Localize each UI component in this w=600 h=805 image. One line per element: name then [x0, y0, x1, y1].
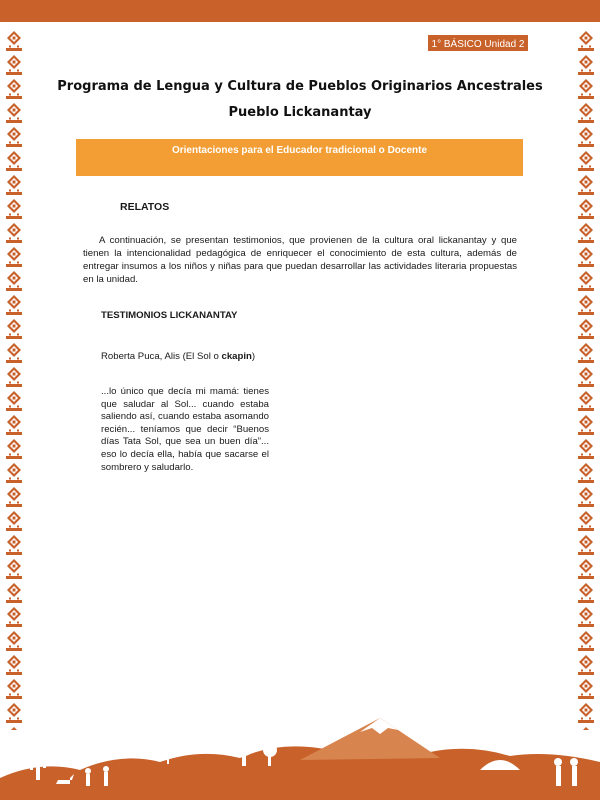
- guidance-banner: [76, 139, 523, 176]
- author-term: ckapin: [221, 351, 252, 362]
- left-pattern-border-icon: [6, 30, 22, 730]
- author-prefix: Roberta Puca, Alis (El Sol o: [101, 351, 222, 362]
- section-heading: RELATOS: [120, 201, 170, 213]
- testimony-author: [101, 351, 255, 362]
- intro-paragraph: A continuación, se presentan testimonios, que provienen de la cultura oral lickanantay y que tienen la intencionalidad pedagógica de enriquecer el conocimiento de esta cultura, además de entregar insumos a los niños y niñas para que puedan desarrollar las actividades literaria propuestas en la unidad.: [83, 235, 517, 285]
- grade-unit-badge: 1° BÁSICO Unidad 2: [426, 33, 530, 53]
- testimonies-subheading: TESTIMONIOS LICKANANTAY: [101, 310, 238, 321]
- top-decorative-band: [0, 0, 600, 22]
- testimony-quote: ...lo único que decía mi mamá: tienes que saludar al Sol... cuando estaba saliendo así, cuando estaba asomando recién... teníamos que decir “Buenos días Tata Sol, que sea un buen día”... eso lo decía ella, había que sacarse el sombrero y saludarlo.: [101, 386, 269, 473]
- banner-text: Orientaciones para el Educador tradicional o Docente: [171, 145, 428, 156]
- program-title: Programa de Lengua y Cultura de Pueblos Originarios Ancestrales: [57, 79, 543, 94]
- people-title: Pueblo Lickanantay: [228, 105, 372, 120]
- author-suffix: ): [251, 351, 256, 362]
- landscape-footer-icon: [0, 700, 600, 800]
- right-pattern-border-icon: [578, 30, 594, 730]
